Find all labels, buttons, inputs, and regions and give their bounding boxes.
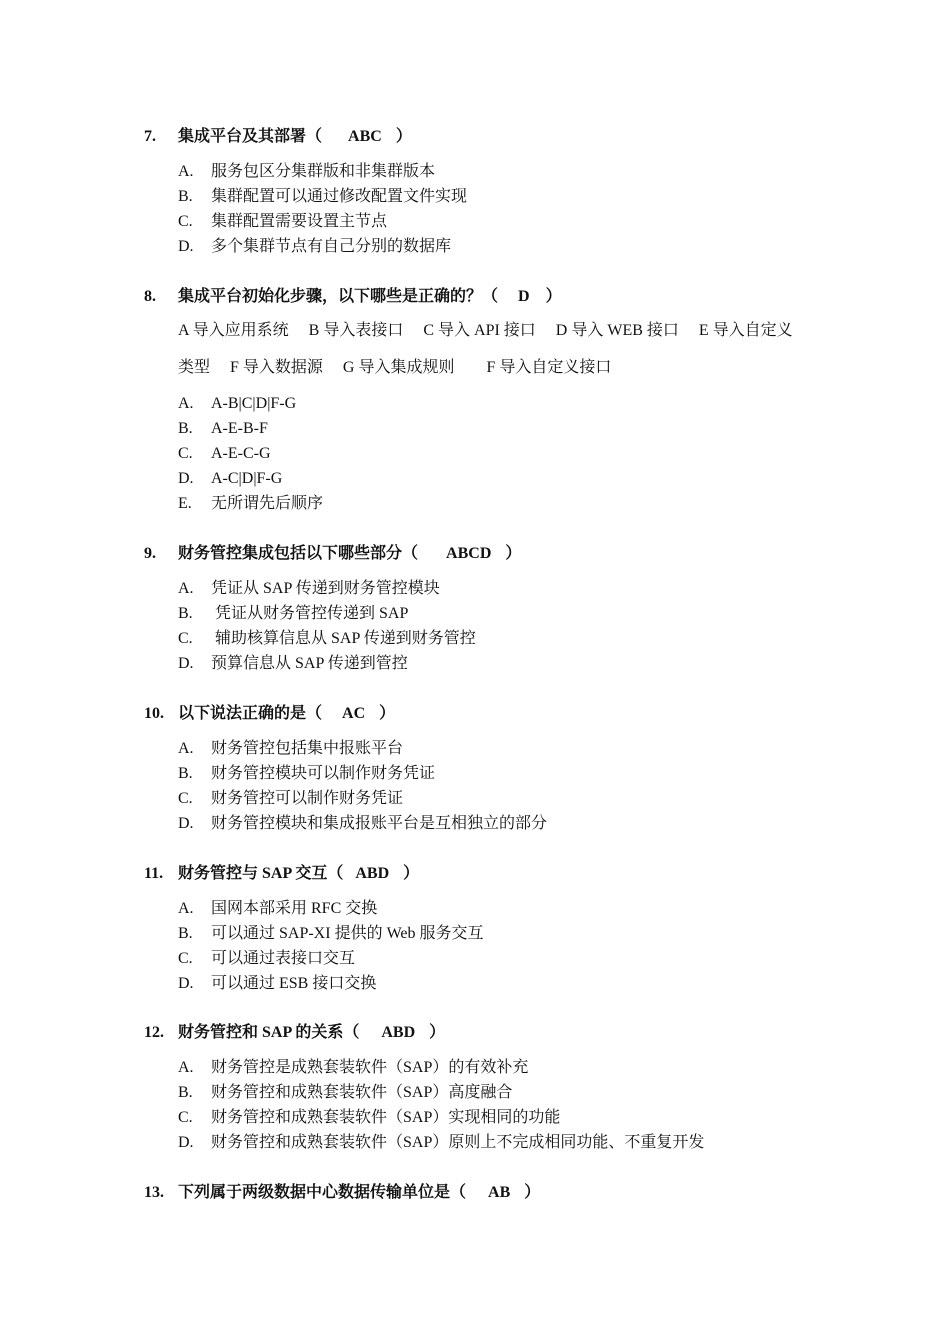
question-number: 10. — [144, 705, 164, 722]
option-b: B. A-E-B-F — [178, 420, 268, 437]
question-text: 财务管控和 SAP 的关系 — [178, 1024, 344, 1041]
option-list — [144, 736, 844, 836]
answer-key: ABCD — [446, 545, 492, 562]
option-c: C. 集群配置需要设置主节点 — [178, 213, 388, 230]
question-text: 以下说法正确的是 — [178, 705, 307, 722]
option-b: B. 财务管控和成熟套装软件（SAP）高度融合 — [178, 1084, 513, 1101]
question-text: 集成平台初始化步骤，以下哪些是正确的？ — [178, 288, 483, 305]
question-text: 下列属于两级数据中心数据传输单位是 — [178, 1184, 451, 1201]
option-e: E. 无所谓先后顺序 — [178, 495, 324, 512]
option-list — [144, 896, 844, 996]
question-number: 7. — [144, 128, 156, 145]
question-12 — [144, 1020, 844, 1155]
question-number: 13. — [144, 1184, 164, 1201]
question-8 — [144, 284, 844, 516]
option-c: C. 财务管控和成熟套装软件（SAP）实现相同的功能 — [178, 1109, 561, 1126]
question-text: 财务管控与 SAP 交互 — [178, 865, 328, 882]
option-c: C. A-E-C-G — [178, 445, 271, 462]
option-b: B. 凭证从财务管控传递到 SAP — [178, 605, 409, 622]
answer-key: ABD — [355, 865, 390, 882]
option-d: D. 可以通过 ESB 接口交换 — [178, 975, 377, 992]
question-stem: 8. 集成平台初始化步骤，以下哪些是正确的？（ D ） — [144, 284, 844, 310]
question-number: 12. — [144, 1024, 164, 1041]
question-stem: 11. 财务管控与 SAP 交互（ ABD ） — [144, 861, 844, 887]
answer-key: AC — [342, 705, 366, 722]
option-list — [144, 391, 844, 516]
option-a: A. 财务管控包括集中报账平台 — [178, 740, 404, 757]
steps-line-1: A 导入应用系统 B 导入表接口 C 导入 API 接口 D 导入 WEB 接口 E 导入自定义 — [178, 322, 793, 339]
question-stem: 7. 集成平台及其部署（ ABC ） — [144, 124, 844, 150]
option-a: A. 财务管控是成熟套装软件（SAP）的有效补充 — [178, 1059, 529, 1076]
question-number: 8. — [144, 288, 156, 305]
steps-line-2: 类型 F 导入数据源 G 导入集成规则 F 导入自定义接口 — [178, 359, 612, 376]
option-b: B. 财务管控模块可以制作财务凭证 — [178, 765, 436, 782]
option-list — [144, 1055, 844, 1155]
answer-key: ABD — [381, 1024, 416, 1041]
question-11 — [144, 861, 844, 996]
question-stem: 9. 财务管控集成包括以下哪些部分（ ABCD ） — [144, 541, 844, 567]
question-stem: 10. 以下说法正确的是（ AC ） — [144, 701, 844, 727]
option-a: A. 凭证从 SAP 传递到财务管控模块 — [178, 580, 440, 597]
option-a: A. 国网本部采用 RFC 交换 — [178, 900, 378, 917]
question-number: 9. — [144, 545, 156, 562]
option-b: B. 可以通过 SAP-XI 提供的 Web 服务交互 — [178, 925, 484, 942]
question-10 — [144, 701, 844, 836]
answer-key: ABC — [348, 128, 382, 145]
option-d: D. 财务管控和成熟套装软件（SAP）原则上不完成相同功能、不重复开发 — [178, 1134, 705, 1151]
option-d: D. A-C|D|F-G — [178, 470, 283, 487]
option-c: C. 可以通过表接口交互 — [178, 950, 356, 967]
option-b: B. 集群配置可以通过修改配置文件实现 — [178, 188, 468, 205]
question-stem: 12. 财务管控和 SAP 的关系（ ABD ） — [144, 1020, 844, 1046]
question-text: 集成平台及其部署 — [178, 128, 307, 145]
option-a: A. A-B|C|D|F-G — [178, 395, 297, 412]
option-list — [144, 159, 844, 259]
question-stem: 13. 下列属于两级数据中心数据传输单位是（ AB ） — [144, 1180, 844, 1206]
option-c: C. 辅助核算信息从 SAP 传递到财务管控 — [178, 630, 476, 647]
question-9 — [144, 541, 844, 676]
option-d: D. 多个集群节点有自己分别的数据库 — [178, 238, 452, 255]
option-d: D. 预算信息从 SAP 传递到管控 — [178, 655, 408, 672]
option-a: A. 服务包区分集群版和非集群版本 — [178, 163, 436, 180]
answer-key: AB — [488, 1184, 511, 1201]
option-list — [144, 576, 844, 676]
option-c: C. 财务管控可以制作财务凭证 — [178, 790, 404, 807]
answer-key: D — [518, 288, 530, 305]
option-d: D. 财务管控模块和集成报账平台是互相独立的部分 — [178, 815, 548, 832]
question-13 — [144, 1180, 844, 1206]
question-number: 11. — [144, 865, 164, 882]
question-7 — [144, 124, 844, 259]
question-text: 财务管控集成包括以下哪些部分 — [178, 545, 403, 562]
